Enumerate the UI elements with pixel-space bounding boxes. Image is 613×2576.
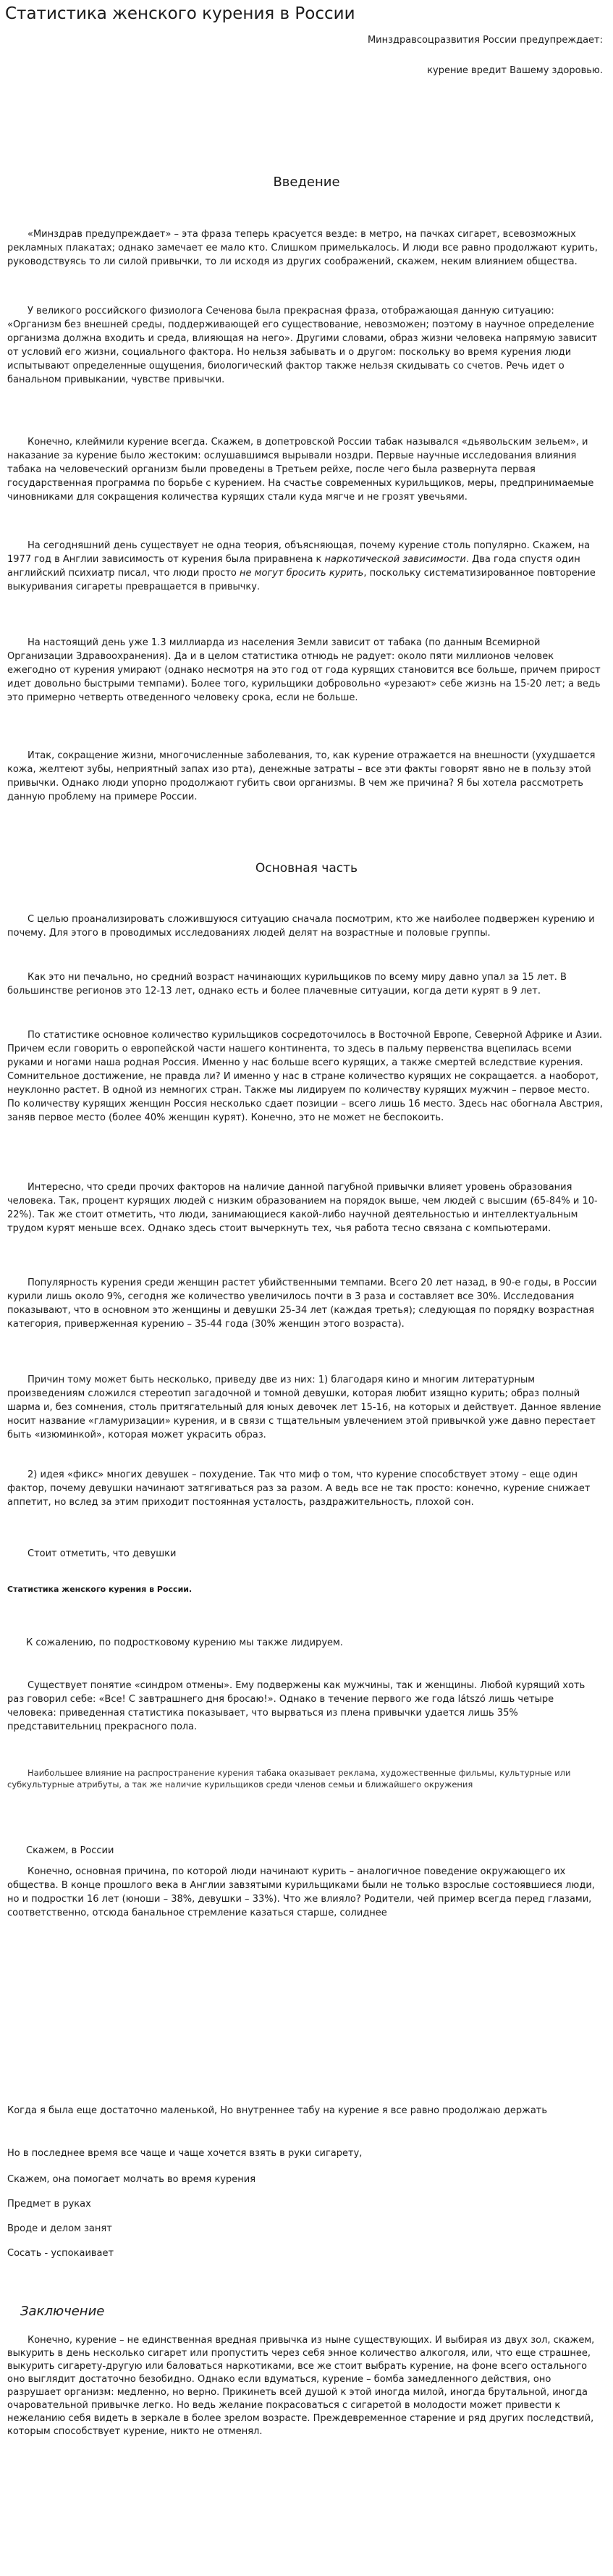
intro-p4-part-e: , поскольку систематизированное повторение выкуривания сигареты превращается в привычку. <box>7 568 596 592</box>
main-paragraph-1: С целью проанализировать сложившуюся ситуацию сначала посмотрим, кто же наиболее подвержен курению и почему. Для этого в проводимых исследованиях людей делят на возрастные и половые группы. <box>7 914 595 939</box>
conclusion-paragraph: Конечно, курение – не единственная вредная привычка из ныне существующих. И выбирая из двух зол, скажем, выкурить в день несколько сигарет или пропустить через себя энное количество алкоголя, или, что еще страшнее, выкурить сигарету-другую или баловаться наркотиками, все же стоит выбрать курение, на фоне всего остального оно выглядит достаточно безобидно. Однако если вдуматься, курение – бомба замедленного действия, оно разрушает организм: медленно, но верно. Прикинеть всей душой к этой иногда милой, иногда брутальной, иногда очаровательной привычке легко. Но ведь желание покрасоваться с сигаретой в молодости может привести к нежеланию себя видеть в зеркале в более зрелом возрасте. Преждевременное старение и ряд других последствий, которым способствует курение, никто не отменял. <box>7 2335 595 2437</box>
intro-heading: Введение <box>273 175 340 190</box>
main-paragraph-11: Скажем, в России <box>26 1845 114 1856</box>
warning-line-1: Минздравсоцразвития России предупреждает: <box>367 35 603 46</box>
warning-line-2: курение вредит Вашему здоровью. <box>427 65 603 76</box>
lower-line-3: Скажем, она помогает молчать во время курения <box>7 2174 256 2185</box>
intro-p4-part-c: . Два года спустя один английский психиатр писал, что люди просто <box>7 554 580 579</box>
main-paragraph-12: Конечно, основная причина, по которой люди начинают курить – аналогичное поведение окружающего их общества. В конце прошлого века в Англии завзятыми курильщиками были не только взрослые состоявшиеся люди, но и подростки 16 лет (юноши – 38%, девушки – 33%). Что же влияло? Родители, чей пример всегда перед глазами, соответственно, отсюда банальное стремление казаться старше, солиднее <box>7 1866 595 1918</box>
main-paragraph-7: 2) идея «фикс» многих девушек – похудение. Так что миф о том, что курение способствует этому – еще один фактор, почему девушки начинают затягиваться раз за разом. А ведь все не так просто: конечно, курение снижает аппетит, но вслед за этим приходит постоянная усталость, раздражительность, плохой сон. <box>7 1469 591 1508</box>
intro-paragraph-6: Итак, сокращение жизни, многочисленные заболевания, то, как курение отражается на внешности (ухудшается кожа, желтеют зубы, неприятный запах изо рта), денежные затраты – все эти факты говорят явно не в пользу этой привычки. Однако люди упорно продолжают губить свои организмы. В чем же причина? Я бы хотела рассмотреть данную проблему на примере России. <box>7 750 596 802</box>
lower-line-1: Когда я была еще достаточно маленькой, Но внутреннее табу на курение я все равно продолжаю держать <box>7 2105 548 2116</box>
page-title: Статистика женского курения в России <box>5 4 355 23</box>
intro-paragraph-1: «Минздрав предупреждает» – эта фраза теперь красуется везде: в метро, на пачках сигарет, всевозможных рекламных плакатах; однако замечает ее мало кто. Слишком примелькалось. И люди все равно продолжают курить, руководствуясь то ли силой привычки, то ли исходя из других соображений, скажем, неким влиянием общества. <box>7 229 599 267</box>
main-paragraph-3: По статистике основное количество курильщиков сосредоточилось в Восточной Европе, Северной Африке и Азии. Причем если говорить о европейской части нашего континента, то здесь в пальму первенства вцепилась всеми руками и ногами наша родная Россия. Именно у нас больше всего курящих, а также смертей вследствие курения. Сомнительное достижение, не правда ли? И именно у нас в стране количество курящих не сокращается. а наоборот, неуклонно растет. В одной из немногих стран. Также мы лидируем по количеству курящих мужчин – первое место. По количеству курящих женщин Россия несколько сдает позиции – всего лишь 16 место. Здесь нас обогнала Австрия, заняв первое место (более 40% женщин курят). Конечно, это не может не беспокоить. <box>7 1030 604 1123</box>
lower-line-4: Предмет в руках <box>7 2199 91 2210</box>
conclusion-heading: Заключение <box>20 2304 105 2319</box>
intro-p4-italic-a: наркотической зависимости <box>324 554 466 565</box>
intro-p4-italic-b: не могут бросить курить <box>240 568 364 579</box>
main-paragraph-2: Как это ни печально, но средний возраст начинающих курильщиков по всему миру давно упал за 15 лет. В большинстве регионов это 12-13 лет, однако есть и более плачевные ситуации, когда дети курят в 9 лет. <box>7 972 567 997</box>
main-paragraph-10: Существует понятие «синдром отмены». Ему подвержены как мужчины, так и женщины. Любой курящий хоть раз говорил себе: «Все! С завтрашнего дня бросаю!». Однако в течение первого же года látszó лишь четыре человека: приведенная статистика показывает, что вырваться из плена привычки удается лишь 35% представительниц прекрасного пола. <box>7 1680 585 1732</box>
main-paragraph-9: К сожалению, по подростковому курению мы также лидируем. <box>26 1637 343 1648</box>
lower-line-5: Вроде и делом занят <box>7 2223 112 2234</box>
note-paragraph: Наибольшее влияние на распространение курения табака оказывает реклама, художественные фильмы, культурные или субкультурные атрибуты, а так же наличие курильщиков среди членов семьи и ближайшего окружения <box>7 1768 571 1790</box>
main-heading: Основная часть <box>255 861 358 876</box>
table-caption: Статистика женского курения в России. <box>7 1585 193 1594</box>
lower-line-2: Но в последнее время все чаще и чаще хочется взять в руки сигарету, <box>7 2148 363 2159</box>
intro-p4-part-a: На сегодняшний день существует не одна теория, объясняющая, почему курение столь популярно. Скажем, на 1977 год в Англии зависимость от курения была приравнена к <box>7 540 591 565</box>
main-paragraph-8: Стоит отметить, что девушки <box>28 1548 177 1559</box>
main-paragraph-6: Причин тому может быть несколько, приведу две из них: 1) благодаря кино и многим литературным произведениям сложился стереотип загадочной и томной девушки, которая любит изящно курить; образ полный шарма и, без сомнения, столь притягательный для юных девочек лет 15-16, на которых и действует. Данное явление носит название «гламуризации» курения, и в связи с тщательным увлечением этой привычкой уже давно перестает быть «изюминкой», которая может украсить образ. <box>7 1375 601 1440</box>
intro-paragraph-2: У великого российского физиолога Сеченова была прекрасная фраза, отображающая данную ситуацию: «Организм без внешней среды, поддерживающей его существование, невозможен; поэтому в научное определение организма должна входить и среда, влияющая на него». Другими словами, образ жизни человека напрямую зависит от условий его жизни, социального фактора. Но нельзя забывать и о другом: поскольку во время курения люди испытывают определенные ощущения, биологический фактор также нельзя скидывать со счетов. Речь идет о банальном привыкании, чувстве привычки. <box>7 306 598 385</box>
main-paragraph-4: Интересно, что среди прочих факторов на наличие данной пагубной привычки влияет уровень образования человека. Так, процент курящих людей с низким образованием на порядок выше, чем людей с высшим (65-84% и 10-22%). Так же стоит отметить, что люди, занимающиеся какой-либо научной деятельностью и интеллектуальным трудом курят меньше всех. Однако здесь стоит вычеркнуть тех, чья работа тесно связана с компьютерами. <box>7 1182 598 1234</box>
intro-paragraph-3: Конечно, клеймили курение всегда. Скажем, в допетровской России табак назывался «дьявольским зельем», и наказание за курение было жестоким: ослушавшимся вырывали ноздри. Первые научные исследования влияния табака на человеческий организм были проведены в Третьем рейхе, после чего была развернута первая государственная программа по борьбе с курением. На счастье современных курильщиков, меры, предпринимаемые чиновниками для сокращения количества курящих стали куда мягче и не грозят увечьями. <box>7 437 594 503</box>
lower-line-6: Сосать - успокаивает <box>7 2248 114 2259</box>
intro-paragraph-5: На настоящий день уже 1.3 миллиарда из населения Земли зависит от табака (по данным Всемирной Организации Здравоохранения). Да и в целом статистика отнюдь не радует: около пяти миллионов человек ежегодно от курения умирают (однако несмотря на это год от года курящих становится все больше, причем прирост идет довольно быстрыми темпами). Более того, курильщики добровольно «урезают» себе жизнь на 15-20 лет; а ведь это примерно четверть отведенного человеку срока, если не больше. <box>7 637 601 703</box>
main-paragraph-5: Популярность курения среди женщин растет убийственными темпами. Всего 20 лет назад, в 90-е годы, в России курили лишь около 9%, сегодня же количество увеличилось почти в 3 раза и составляет все 30%. Исследования показывают, что в основном это женщины и девушки 25-34 лет (каждая третья); следующая по порядку возрастная категория, приверженная курению – 35-44 года (30% женщин этого возраста). <box>7 1277 597 1330</box>
intro-paragraph-4 <box>7 539 604 594</box>
